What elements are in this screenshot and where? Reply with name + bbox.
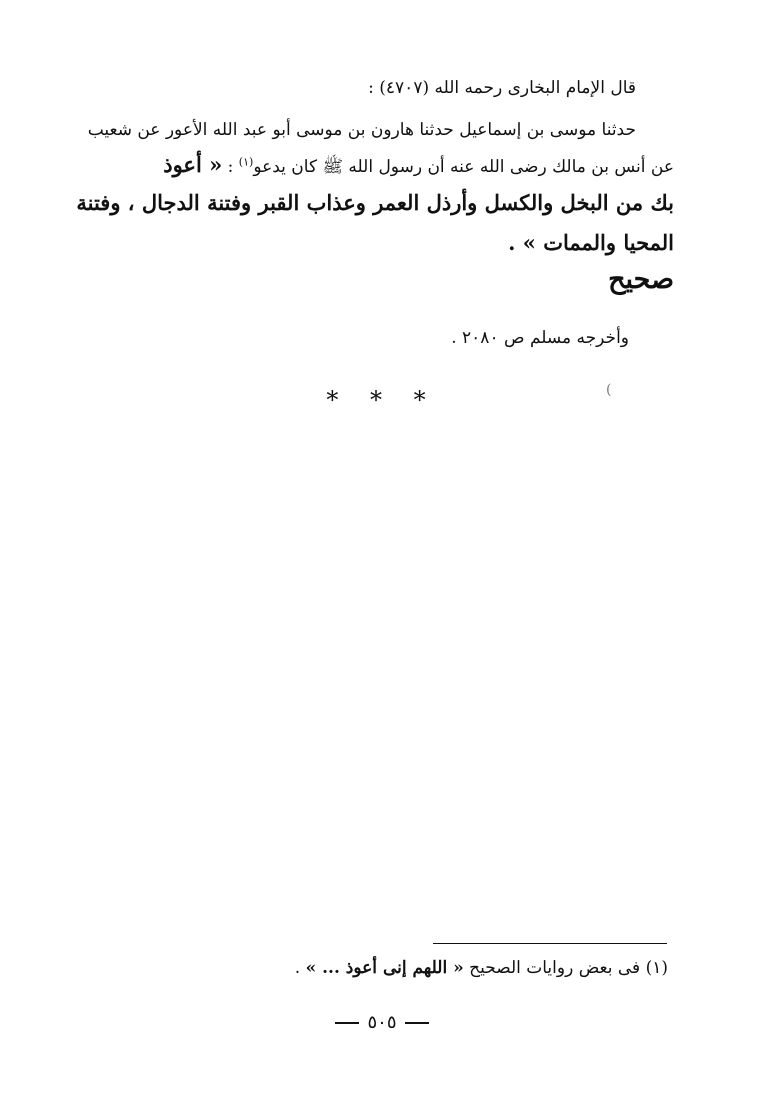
page-number: [0, 1012, 764, 1033]
isnad-colon: :: [222, 157, 239, 177]
hadith-grade: [608, 264, 674, 295]
footnote-text: فى بعض روايات الصحيح: [463, 958, 646, 978]
matn-start: « أعوذ: [163, 152, 223, 177]
matn-text-2: بك من البخل والكسل وأرذل العمر وعذاب القبر وفتنة الدجال ، وفتنة: [76, 190, 674, 215]
chapter-heading: [368, 78, 636, 98]
footnote-number: (١): [645, 958, 668, 978]
asterisk-separator: * * *: [326, 386, 438, 414]
isnad-text-1: حدثنا موسى بن إسماعيل حدثنا هارون بن موسى أبو عبد الله الأعور عن شعيب: [87, 120, 636, 140]
isnad-text-2: عن أنس بن مالك رضى الله عنه أن رسول الله ﷺ كان يدعو: [253, 157, 674, 177]
section-separator: [0, 386, 764, 414]
takhrij-note: [451, 328, 629, 348]
footnote-end: .: [294, 958, 306, 978]
page-number-dash-left: [335, 1022, 359, 1024]
page-number-dash-right: [405, 1022, 429, 1024]
isnad-line-1: [88, 120, 636, 140]
footnote-quote: « اللهم إنى أعوذ ... »: [305, 958, 464, 978]
matn-line-3: [508, 230, 674, 255]
matn-line-2: [76, 190, 674, 215]
heading-text: قال الإمام البخارى رحمه الله (٤٧٠٧) :: [368, 78, 636, 98]
footnote-reference: (١): [238, 155, 254, 169]
takhrij-text: وأخرجه مسلم ص ٢٠٨٠ .: [451, 328, 629, 348]
matn-text-3: المحيا والممات » .: [508, 230, 674, 255]
isnad-line-2: [163, 152, 674, 181]
grade-text: صحيح: [608, 264, 674, 295]
margin-mark: [606, 382, 611, 398]
footnote-divider: [433, 943, 667, 944]
page-number-text: ٥٠٥: [367, 1012, 397, 1033]
margin-mark-text: ): [606, 382, 612, 398]
footnote: [295, 958, 668, 978]
